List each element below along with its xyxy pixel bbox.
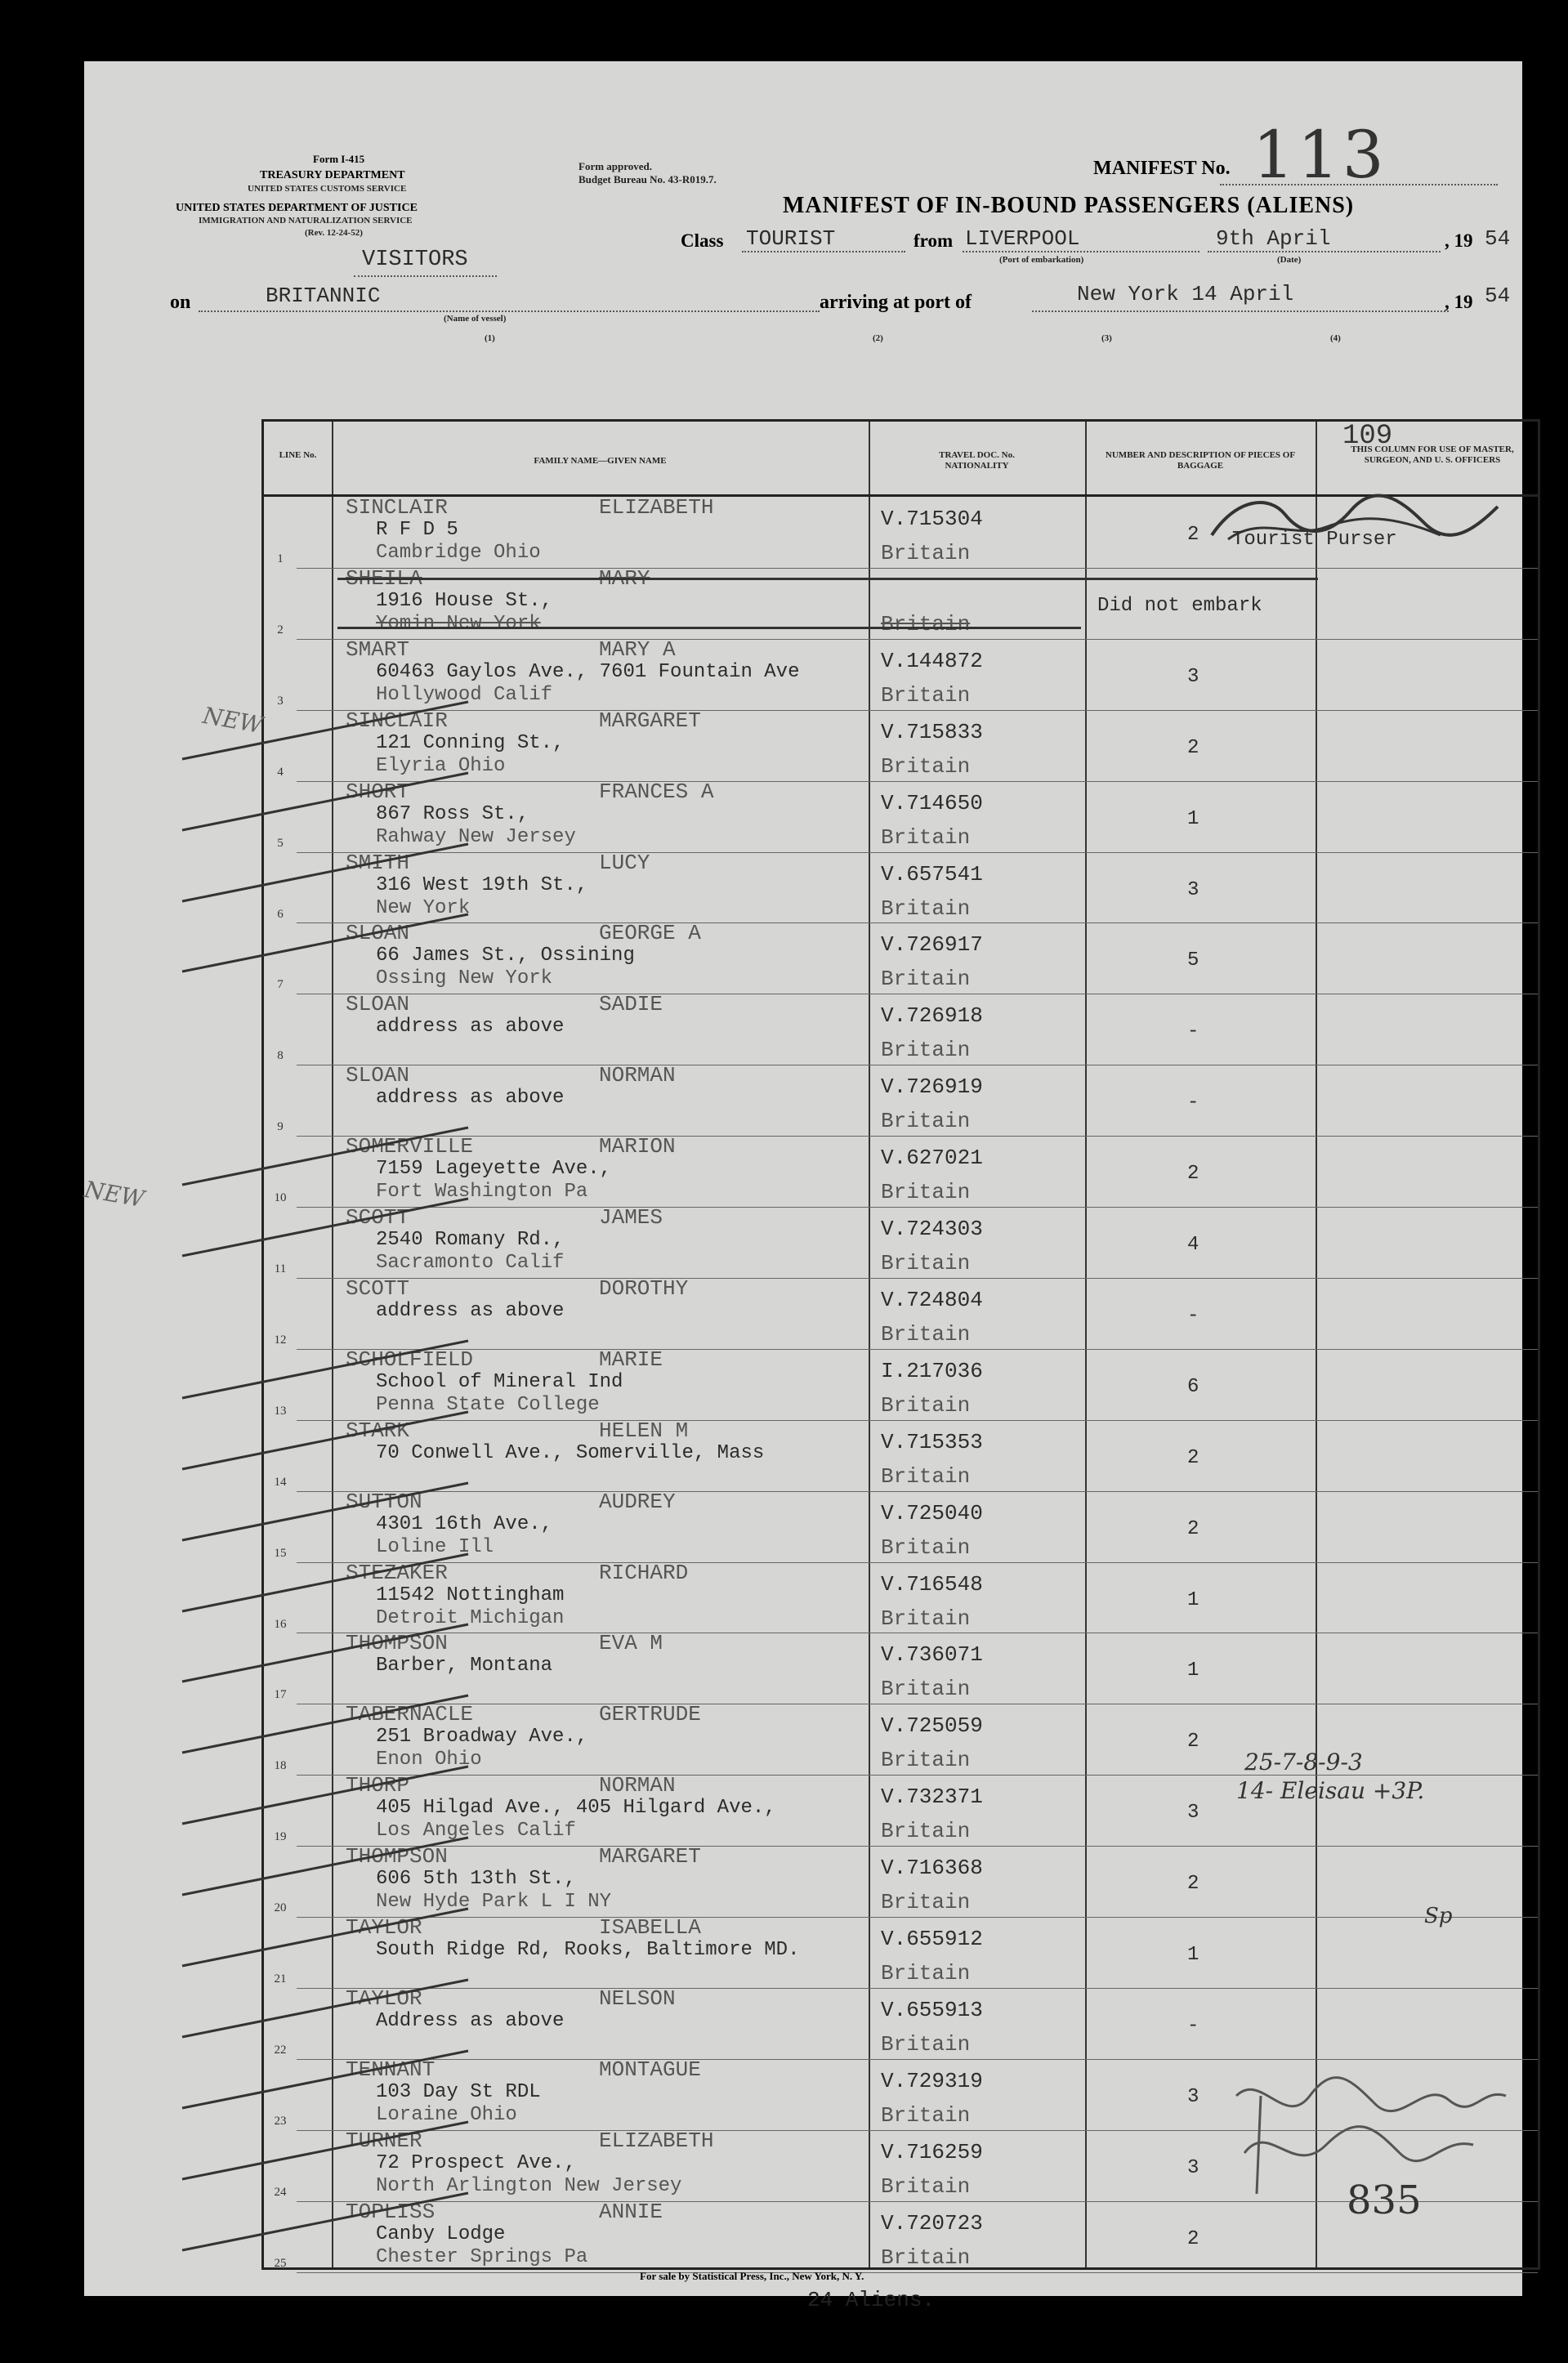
given-name: LUCY	[599, 850, 650, 875]
family-name: SLOAN	[346, 992, 410, 1017]
baggage-count: -	[1187, 1021, 1199, 1043]
line-number: 1	[277, 552, 284, 565]
address-line-2: Rahway New Jersey	[376, 825, 576, 848]
family-name: SCHOLFIELD	[346, 1347, 474, 1372]
form-approved: Form approved.	[579, 160, 653, 172]
family-name: TENNANT	[346, 2057, 436, 2082]
travel-doc-number: V.726918	[881, 1003, 983, 1029]
address-line-1: address as above	[376, 1087, 565, 1110]
baggage-count: 5	[1187, 949, 1199, 972]
travel-doc-number: V.726917	[881, 932, 983, 958]
address-line-1: Address as above	[376, 2009, 565, 2032]
baggage-count: 2	[1187, 1731, 1199, 1753]
line-number: 12	[274, 1333, 287, 1347]
vessel-underline	[199, 310, 820, 312]
nationality: Britain	[881, 1890, 971, 1915]
check-mark	[166, 1616, 476, 1690]
address-line-2: North Arlington New Jersey	[376, 2174, 682, 2197]
baggage-count: -	[1187, 2014, 1199, 2037]
family-name: SCOTT	[346, 1205, 410, 1230]
family-name: SMART	[346, 637, 410, 662]
address-line-1: 60463 Gaylos Ave., 7601 Fountain Ave	[376, 660, 800, 683]
baggage-count: 1	[1187, 807, 1199, 830]
given-name: MARGARET	[599, 708, 701, 733]
address-line-2: Detroit Michigan	[376, 1606, 565, 1629]
travel-doc-number: V.657541	[881, 861, 983, 887]
address-line-1: 316 West 19th St.,	[376, 873, 588, 896]
address-line-1: 4301 16th Ave.,	[376, 1512, 553, 1535]
check-mark	[166, 1119, 476, 1193]
nationality: Britain	[881, 1392, 971, 1418]
baggage-count: 3	[1187, 1802, 1199, 1825]
baggage-count: 6	[1187, 1375, 1199, 1398]
line-number: 19	[274, 1830, 287, 1844]
given-name: MARGARET	[599, 1844, 701, 1869]
passenger-table	[261, 419, 1540, 2270]
address-line-1: South Ridge Rd, Rooks, Baltimore MD.	[376, 1939, 800, 1961]
address-line-1: address as above	[376, 1016, 565, 1039]
address-line-2: Cambridge Ohio	[376, 542, 541, 564]
given-name: MARION	[599, 1134, 676, 1159]
nationality: Britain	[881, 1677, 971, 1702]
column-number-3: (3)	[1101, 333, 1112, 343]
address-line-1: 103 Day St RDL	[376, 2080, 541, 2103]
address-line-2: Enon Ohio	[376, 1749, 482, 1771]
header-name: FAMILY NAME—GIVEN NAME	[534, 456, 667, 466]
line-number: 17	[274, 1688, 287, 1702]
address-line-1: 7159 Lageyette Ave.,	[376, 1158, 612, 1181]
year-value: 54	[1485, 226, 1511, 251]
given-name: AUDREY	[599, 1489, 676, 1514]
family-name: SMITH	[346, 850, 410, 875]
given-name: MARIE	[599, 1347, 663, 1372]
line-number: 20	[274, 1901, 287, 1915]
baggage-count: 3	[1187, 2156, 1199, 2179]
address-line-1: School of Mineral Ind	[376, 1370, 623, 1393]
margin-mark-new: NEW	[200, 701, 266, 739]
address-line-1: 606 5th 13th St.,	[376, 1868, 576, 1891]
line-number: 18	[274, 1759, 287, 1773]
tourist-purser-label: Tourist Purser	[1232, 529, 1397, 551]
baggage-count: -	[1187, 1304, 1199, 1327]
check-mark	[166, 1687, 476, 1761]
justice-department: UNITED STATES DEPARTMENT OF JUSTICE	[176, 202, 418, 214]
manifest-title: MANIFEST OF IN-BOUND PASSENGERS (ALIENS)	[783, 193, 1355, 218]
line-number: 8	[277, 1049, 284, 1063]
treasury-department: TREASURY DEPARTMENT	[260, 169, 405, 181]
line-number: 11	[274, 1262, 287, 1275]
nationality: Britain	[881, 967, 971, 992]
nationality: Britain	[881, 1251, 971, 1275]
check-mark	[166, 1404, 476, 1477]
given-name: ELIZABETH	[599, 2128, 714, 2153]
travel-doc-number: V.715304	[881, 507, 983, 531]
strike-line	[337, 578, 1318, 580]
hand-note-numbers: 25-7-8-9-3	[1244, 1749, 1363, 1776]
travel-doc-number: V.720723	[881, 2210, 983, 2236]
travel-doc-number: V.715833	[881, 719, 983, 744]
nationality: Britain	[881, 682, 971, 708]
travel-doc-number: V.655912	[881, 1927, 983, 1951]
address-line-2: Loline Ill	[376, 1535, 494, 1558]
column-number-1: (1)	[485, 333, 495, 343]
vessel-caption: (Name of vessel)	[444, 314, 507, 324]
nationality: Britain	[881, 1038, 971, 1063]
line-number: 15	[274, 1546, 287, 1560]
line-number: 14	[274, 1475, 287, 1489]
address-line-1: 867 Ross St.,	[376, 802, 529, 825]
nationality: Britain	[881, 824, 971, 850]
visitors-underline	[354, 275, 497, 277]
manifest-label: MANIFEST No.	[1093, 158, 1231, 179]
check-mark	[166, 1901, 476, 1974]
travel-doc-number: V.725059	[881, 1713, 983, 1739]
address-line-1: Barber, Montana	[376, 1655, 553, 1677]
given-name: RICHARD	[599, 1560, 689, 1585]
given-name: GEORGE A	[599, 921, 701, 946]
check-mark	[166, 1829, 476, 1903]
header-baggage: NUMBER AND DESCRIPTION OF PIECES OF BAGGAGE	[1105, 450, 1296, 471]
address-line-1: 72 Prospect Ave.,	[376, 2151, 576, 2174]
family-name: SHEILA	[346, 565, 422, 591]
address-line-1: address as above	[376, 1299, 565, 1322]
baggage-count: 2	[1187, 524, 1199, 546]
address-line-2: Los Angeles Calif	[376, 1820, 576, 1843]
header-officers: THIS COLUMN FOR USE OF MASTER, SURGEON, AND U. S. OFFICERS	[1351, 444, 1514, 465]
address-line-2: Penna State College	[376, 1393, 600, 1416]
travel-doc-number: V.716259	[881, 2139, 983, 2164]
nationality: Britain	[881, 1606, 971, 1631]
check-mark	[166, 765, 476, 838]
manifest-page	[82, 61, 1522, 2312]
address-line-1: Canby Lodge	[376, 2222, 506, 2245]
family-name: TAYLOR	[346, 1915, 422, 1940]
baggage-count: 2	[1187, 1163, 1199, 1186]
given-name: MARY A	[599, 637, 676, 662]
check-mark	[166, 1758, 476, 1832]
manifest-number: 113	[1253, 117, 1387, 193]
baggage-count: 2	[1187, 736, 1199, 759]
travel-doc-number: V.725040	[881, 1500, 983, 1525]
family-name: TABERNACLE	[346, 1702, 474, 1727]
travel-doc-number: V.716368	[881, 1856, 983, 1881]
arrival-value: New York 14 April	[1077, 282, 1294, 306]
travel-doc-number: V.627021	[881, 1146, 983, 1171]
given-name: EVA M	[599, 1631, 663, 1656]
given-name: DOROTHY	[599, 1275, 689, 1301]
address-line-2: New York	[376, 896, 471, 919]
address-line-2: Hollywood Calif	[376, 683, 553, 706]
baggage-count: 2	[1187, 1446, 1199, 1469]
address-line-1: 405 Hilgad Ave., 405 Hilgard Ave.,	[376, 1797, 776, 1820]
nationality: Britain	[881, 1961, 971, 1986]
header-line-no: LINE No.	[279, 450, 317, 460]
baggage-count: -	[1187, 1092, 1199, 1114]
check-mark	[166, 1333, 476, 1406]
baggage-count: 1	[1187, 1944, 1199, 1966]
line-number: 5	[277, 836, 284, 850]
family-name: TOPLISS	[346, 2199, 436, 2224]
check-mark	[166, 1972, 476, 2045]
address-line-1: 70 Conwell Ave., Somerville, Mass	[376, 1441, 765, 1464]
class-label: Class	[681, 230, 724, 251]
line-number: 9	[277, 1120, 284, 1134]
check-mark	[166, 906, 476, 980]
line-number: 23	[274, 2114, 287, 2128]
header-travel-doc: TRAVEL DOC. No. NATIONALITY	[939, 450, 1015, 471]
family-name: SCOTT	[346, 1275, 410, 1301]
line-number: 10	[274, 1191, 287, 1205]
given-name: ISABELLA	[599, 1915, 701, 1940]
from-label: from	[914, 230, 954, 251]
family-name: SHORT	[346, 779, 410, 804]
given-name: GERTRUDE	[599, 1702, 701, 1727]
check-mark	[166, 2185, 476, 2258]
strike-line	[337, 627, 1081, 629]
baggage-count: 3	[1187, 2085, 1199, 2108]
line-number: 21	[274, 1972, 287, 1986]
check-mark	[166, 1190, 476, 1264]
baggage-count: 2	[1187, 2227, 1199, 2250]
address-line-1: 1916 House St.,	[376, 589, 553, 612]
nationality: Britain	[881, 2031, 971, 2057]
port-embarkation-caption: (Port of embarkation)	[999, 255, 1084, 265]
travel-doc-number: V.714650	[881, 790, 983, 815]
hand-note-sp: Sp	[1424, 1904, 1453, 1928]
address-line-2: Elyria Ohio	[376, 754, 506, 777]
form-number: Form I-415	[313, 153, 365, 165]
travel-doc-number: V.715353	[881, 1429, 983, 1454]
family-name: SINCLAIR	[346, 708, 448, 733]
baggage-count: 4	[1187, 1234, 1199, 1256]
family-name: THOMPSON	[346, 1844, 448, 1869]
given-name: ANNIE	[599, 2199, 663, 2224]
address-line-2: Yomin New York	[376, 612, 541, 635]
column-number-4: (4)	[1330, 333, 1341, 343]
immigration-service: IMMIGRATION AND NATURALIZATION SERVICE	[199, 216, 413, 226]
footer-total: 24 Aliens.	[807, 2288, 936, 2312]
nationality: Britain	[881, 1321, 971, 1347]
address-line-1: 66 James St., Ossining	[376, 945, 635, 967]
travel-doc-number: V.655913	[881, 1997, 983, 2022]
address-line-2: New Hyde Park L I NY	[376, 1891, 612, 1914]
check-mark	[166, 1546, 476, 1619]
baggage-count: 2	[1187, 1517, 1199, 1540]
class-value: TOURIST	[746, 226, 836, 251]
travel-doc-number: V.726919	[881, 1074, 983, 1100]
check-mark	[166, 2114, 476, 2187]
vessel-name: BRITANNIC	[266, 284, 381, 308]
from-value: LIVERPOOL	[965, 226, 1080, 251]
travel-doc-number: V.144872	[881, 648, 983, 673]
hand-note-name: 14- Eleisau +3P.	[1236, 1777, 1425, 1804]
class-underline	[742, 251, 905, 252]
column-number-2: (2)	[873, 333, 883, 343]
line-number: 25	[274, 2256, 287, 2270]
nationality: Britain	[881, 1109, 971, 1134]
nationality: Britain	[881, 611, 971, 637]
date-caption: (Date)	[1277, 255, 1302, 265]
family-name: STEZAKER	[346, 1560, 448, 1585]
travel-doc-number: V.732371	[881, 1785, 983, 1810]
nationality: Britain	[881, 1180, 971, 1205]
nationality: Britain	[881, 2102, 971, 2128]
address-line-2: Loraine Ohio	[376, 2103, 517, 2126]
hand-note-bottom: 835	[1347, 2178, 1422, 2223]
address-line-2: Chester Springs Pa	[376, 2245, 588, 2268]
visitors-label: VISITORS	[362, 248, 468, 272]
baggage-count: Did not embark	[1097, 594, 1262, 617]
family-name: SINCLAIR	[346, 495, 448, 520]
given-name: MONTAGUE	[599, 2057, 701, 2082]
line-number: 13	[274, 1404, 287, 1418]
check-mark	[166, 2043, 476, 2116]
address-line-1: R F D 5	[376, 519, 458, 541]
given-name: HELEN M	[599, 1418, 689, 1443]
nationality: Britain	[881, 1748, 971, 1773]
travel-doc-number: V.716548	[881, 1571, 983, 1597]
date-value: 9th April	[1216, 226, 1331, 251]
line-number: 3	[277, 694, 284, 708]
given-name: ELIZABETH	[599, 495, 714, 520]
nationality: Britain	[881, 1534, 971, 1560]
travel-doc-number: V.729319	[881, 2068, 983, 2093]
address-line-1: 2540 Romany Rd.,	[376, 1229, 565, 1251]
footer-sale: For sale by Statistical Press, Inc., New York, N. Y.	[640, 2270, 864, 2282]
travel-doc-number: V.736071	[881, 1642, 983, 1668]
line-number: 7	[277, 978, 284, 992]
check-mark	[166, 836, 476, 909]
family-name: SLOAN	[346, 1063, 410, 1088]
family-name: SUTTON	[346, 1489, 422, 1514]
arriving-label: arriving at port of	[820, 292, 972, 313]
nationality: Britain	[881, 541, 971, 565]
family-name: STARK	[346, 1418, 410, 1443]
form-revision: (Rev. 12-24-52)	[305, 228, 363, 238]
year-prefix: , 19	[1445, 230, 1473, 251]
line-number: 24	[274, 2185, 287, 2199]
officer-number: 109	[1342, 421, 1393, 452]
check-mark	[166, 1475, 476, 1548]
given-name: MARY	[599, 565, 650, 591]
family-name: THORP	[346, 1773, 410, 1798]
arrival-year-prefix: , 19	[1445, 292, 1473, 312]
nationality: Britain	[881, 1819, 971, 1844]
nationality: Britain	[881, 2245, 971, 2270]
nationality: Britain	[881, 2173, 971, 2199]
given-name: NORMAN	[599, 1773, 676, 1798]
margin-mark-new: NEW	[82, 1175, 147, 1213]
baggage-count: 2	[1187, 1873, 1199, 1896]
given-name: SADIE	[599, 992, 663, 1017]
on-label: on	[170, 292, 191, 313]
given-name: FRANCES A	[599, 779, 714, 804]
line-number: 6	[277, 907, 284, 921]
line-number: 16	[274, 1617, 287, 1631]
baggage-count: 1	[1187, 1659, 1199, 1682]
travel-doc-number: I.217036	[881, 1358, 983, 1383]
address-line-2: Sacramonto Calif	[376, 1252, 565, 1274]
manifest-underline	[1220, 184, 1498, 185]
budget-bureau: Budget Bureau No. 43-R019.7.	[579, 173, 717, 185]
line-number: 22	[274, 2043, 287, 2057]
baggage-count: 3	[1187, 665, 1199, 688]
travel-doc-number: V.724303	[881, 1217, 983, 1241]
line-number: 2	[277, 623, 284, 637]
baggage-count: 3	[1187, 878, 1199, 901]
address-line-2: Fort Washington Pa	[376, 1181, 588, 1204]
nationality: Britain	[881, 896, 971, 921]
given-name: NORMAN	[599, 1063, 676, 1088]
date-underline	[1208, 251, 1441, 252]
nationality: Britain	[881, 753, 971, 779]
given-name: NELSON	[599, 1986, 676, 2011]
address-line-1: 11542 Nottingham	[376, 1584, 565, 1606]
given-name: JAMES	[599, 1205, 663, 1230]
customs-service: UNITED STATES CUSTOMS SERVICE	[248, 184, 407, 194]
family-name: TAYLOR	[346, 1986, 422, 2011]
from-underline	[963, 251, 1199, 252]
baggage-count: 1	[1187, 1588, 1199, 1611]
line-number: 4	[277, 765, 284, 779]
address-line-2: Ossing New York	[376, 967, 553, 990]
family-name: TURNER	[346, 2128, 422, 2153]
family-name: SLOAN	[346, 921, 410, 946]
address-line-1: 251 Broadway Ave.,	[376, 1726, 588, 1749]
family-name: THOMPSON	[346, 1631, 448, 1656]
family-name: SOMERVILLE	[346, 1134, 474, 1159]
arrival-year: 54	[1485, 284, 1511, 308]
travel-doc-number: V.724804	[881, 1287, 983, 1312]
address-line-1: 121 Conning St.,	[376, 731, 565, 754]
nationality: Britain	[881, 1463, 971, 1489]
arrival-underline	[1032, 310, 1449, 312]
